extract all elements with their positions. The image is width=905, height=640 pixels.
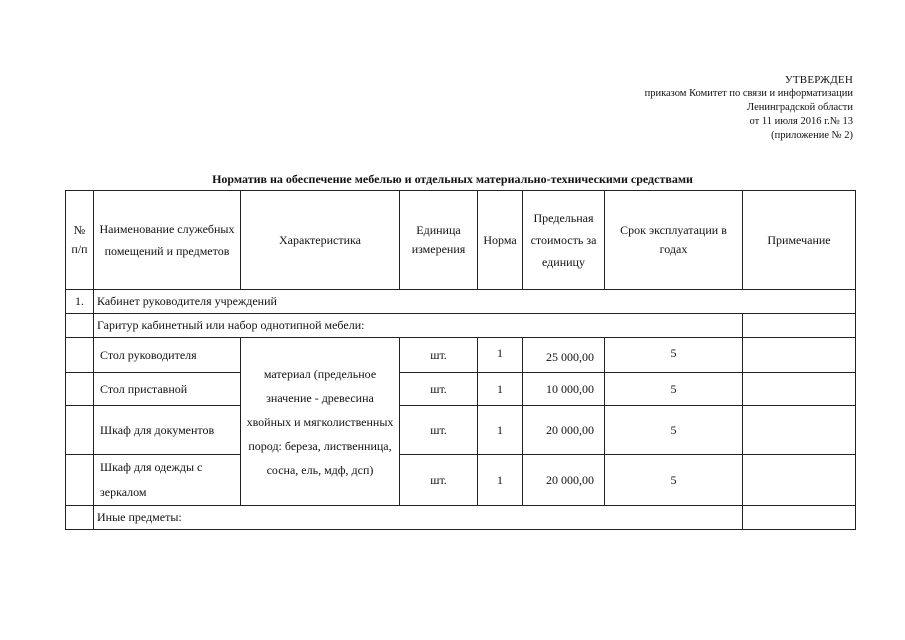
- item-price: 10 000,00: [523, 373, 605, 406]
- empty-cell: [743, 506, 856, 530]
- norm-table: [65, 190, 856, 530]
- item-note: [743, 406, 856, 455]
- item-name: Стол руководителя: [94, 338, 241, 373]
- section-title: Кабинет руководителя учреждений: [94, 290, 856, 314]
- approval-line-1: приказом Комитет по связи и информатизации: [644, 88, 853, 99]
- header-num: № п/п: [66, 191, 94, 290]
- empty-cell: [66, 406, 94, 455]
- approval-line-4: (приложение № 2): [771, 130, 853, 141]
- item-unit: шт.: [400, 373, 478, 406]
- section-number: 1.: [66, 290, 94, 314]
- item-term: 5: [605, 406, 743, 455]
- item-price: 25 000,00: [523, 338, 605, 373]
- header-unit: Единица измерения: [400, 191, 478, 290]
- item-name: Шкаф для документов: [94, 406, 241, 455]
- item-unit: шт.: [400, 455, 478, 506]
- item-norm: 1: [478, 373, 523, 406]
- header-term: Срок эксплуатации в годах: [605, 191, 743, 290]
- item-price: 20 000,00: [523, 406, 605, 455]
- other-items-label: Иные предметы:: [94, 506, 743, 530]
- table-row: [66, 338, 856, 373]
- item-norm: 1: [478, 338, 523, 373]
- item-note: [743, 455, 856, 506]
- approval-heading: УТВЕРЖДЕН: [784, 74, 853, 86]
- subsection-title: Гаритур кабинетный или набор однотипной мебели:: [94, 314, 743, 338]
- header-norm: Норма: [478, 191, 523, 290]
- approval-line-2: Ленинградской области: [747, 102, 853, 113]
- table-row: [66, 373, 856, 406]
- item-unit: шт.: [400, 406, 478, 455]
- header-name: Наименование служебных помещений и предметов: [94, 191, 241, 290]
- subsection-row: [66, 314, 856, 338]
- header-characteristic: Характеристика: [241, 191, 400, 290]
- item-norm: 1: [478, 455, 523, 506]
- table-row: [66, 455, 856, 506]
- header-price: Предельная стоимость за единицу: [523, 191, 605, 290]
- header-row: [66, 191, 856, 290]
- item-norm: 1: [478, 406, 523, 455]
- section-row: [66, 290, 856, 314]
- item-term: 5: [605, 373, 743, 406]
- empty-cell: [66, 338, 94, 373]
- empty-cell: [66, 455, 94, 506]
- empty-cell: [66, 373, 94, 406]
- item-note: [743, 338, 856, 373]
- item-unit: шт.: [400, 338, 478, 373]
- header-note: Примечание: [743, 191, 856, 290]
- document-title: Норматив на обеспечение мебелью и отдельных материально-техническими средствами: [212, 172, 693, 186]
- approval-line-3: от 11 июля 2016 г.№ 13: [749, 116, 853, 127]
- empty-cell: [743, 314, 856, 338]
- item-price: 20 000,00: [523, 455, 605, 506]
- item-characteristic: материал (предельное значение - древесина хвойных и мягколиственных пород: береза, лиственница, сосна, ель, мдф, дсп): [241, 338, 400, 506]
- item-name: Стол приставной: [94, 373, 241, 406]
- table-row: [66, 406, 856, 455]
- approval-block: [645, 73, 853, 143]
- empty-cell: [66, 506, 94, 530]
- empty-cell: [66, 314, 94, 338]
- item-note: [743, 373, 856, 406]
- item-term: 5: [605, 338, 743, 373]
- item-term: 5: [605, 455, 743, 506]
- item-name: Шкаф для одежды с зеркалом: [94, 455, 241, 506]
- other-row: [66, 506, 856, 530]
